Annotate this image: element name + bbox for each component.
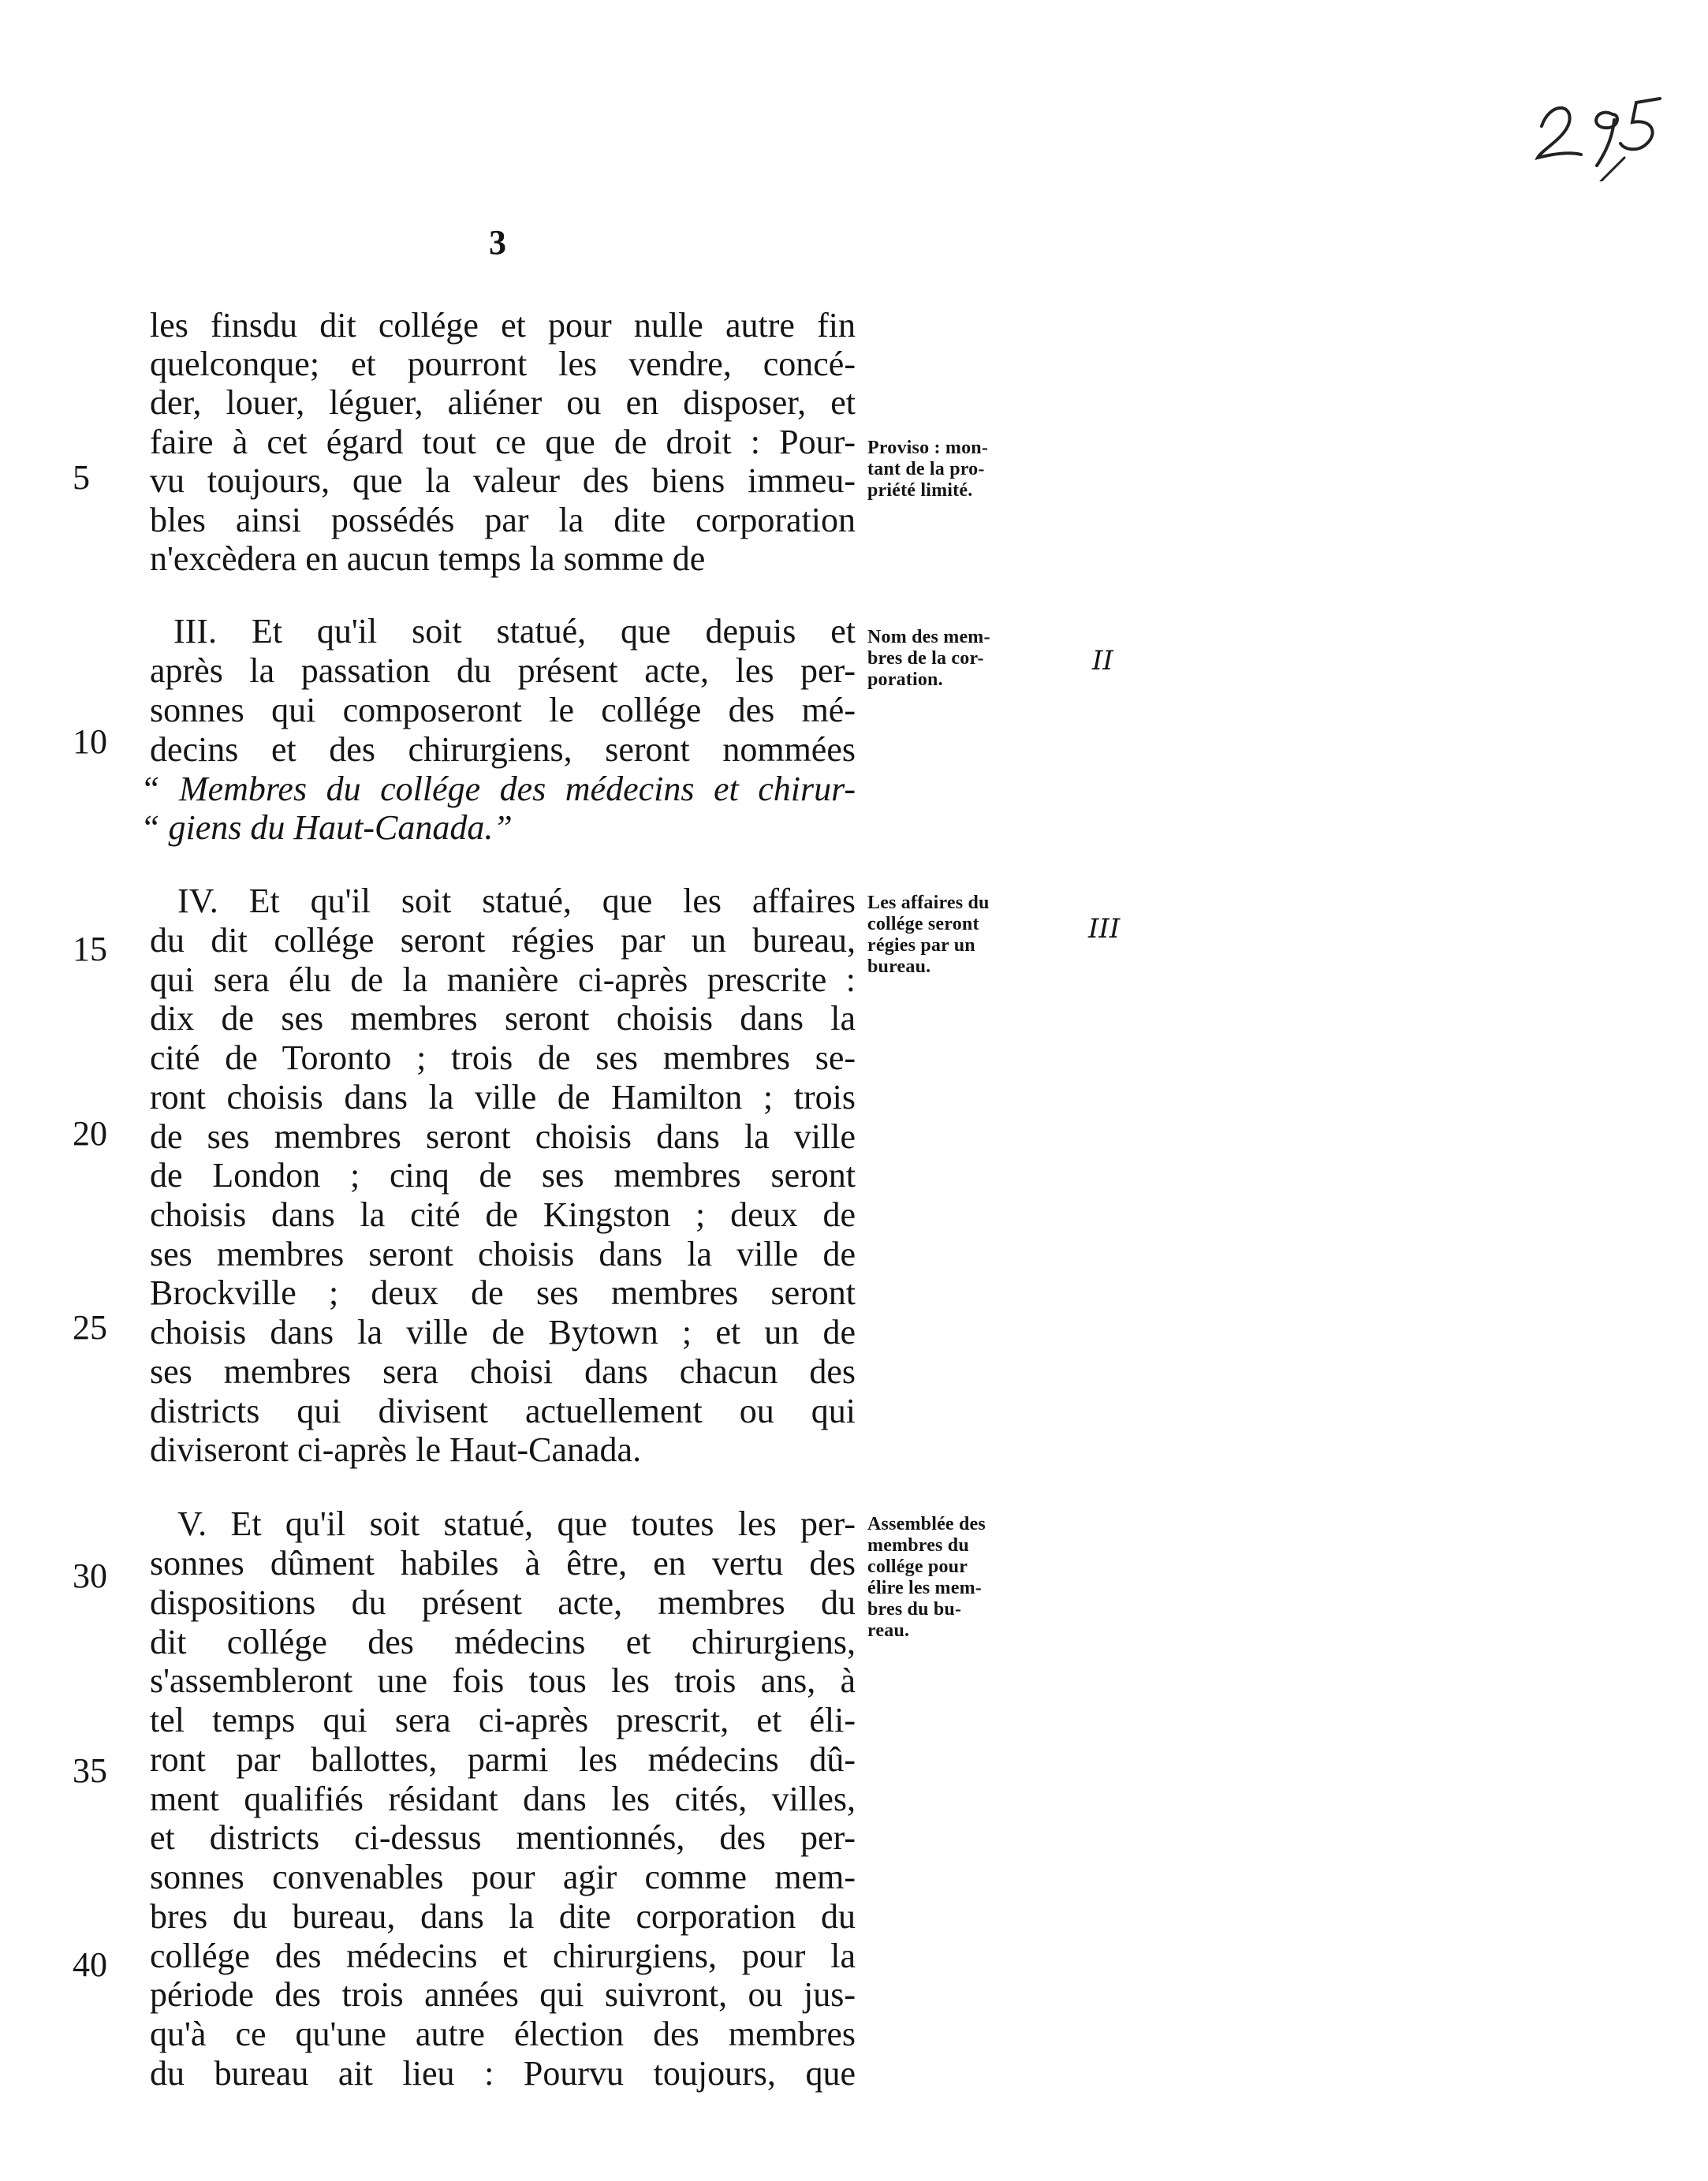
body-line: dispositions du présent acte, membres du <box>150 1583 856 1622</box>
body-line: cité de Toronto ; trois de ses membres se- <box>150 1038 856 1077</box>
line-number: 20 <box>73 1114 107 1153</box>
line-number: 25 <box>73 1308 107 1347</box>
body-line: ses membres seront choisis dans la ville de <box>150 1235 856 1273</box>
body-line: période des trois années qui suivront, ou jus- <box>150 1975 856 2014</box>
body-line: et districts ci-dessus mentionnés, des per- <box>150 1818 856 1857</box>
roman-mark: III <box>1088 913 1121 945</box>
body-line: ront choisis dans la ville de Hamilton ; trois <box>150 1078 856 1117</box>
body-line: sonnes convenables pour agir comme mem- <box>150 1858 856 1896</box>
body-line: après la passation du présent acte, les per- <box>150 651 856 690</box>
body-line: choisis dans la ville de Bytown ; et un de <box>150 1313 856 1351</box>
body-line: qu'à ce qu'une autre élection des membres <box>150 2015 856 2053</box>
body-line: sonnes dûment habiles à être, en vertu des <box>150 1544 856 1583</box>
body-line: du bureau ait lieu : Pourvu toujours, que <box>150 2054 856 2093</box>
line-number: 15 <box>73 930 107 968</box>
margin-note-proviso: Proviso : mon- tant de la pro- priété limité. <box>867 438 989 501</box>
body-line: du dit collége seront régies par un bureau, <box>150 921 856 960</box>
body-line: quelconque; et pourront les vendre, concé- <box>150 345 856 383</box>
body-line: der, louer, léguer, aliéner ou en disposer, et <box>150 383 856 422</box>
line-number: 5 <box>73 458 90 497</box>
body-line: “ giens du Haut-Canada.” <box>140 808 513 847</box>
body-line: dit collége des médecins et chirurgiens, <box>150 1623 856 1661</box>
page-number: 3 <box>489 223 506 262</box>
margin-note-assemblee: Assemblée des membres du collége pour élire les mem- bres du bu- reau. <box>867 1514 986 1641</box>
line-number: 30 <box>73 1557 107 1595</box>
body-line: IV. Et qu'il soit statué, que les affaires <box>177 882 856 920</box>
margin-note-membres: Nom des mem- bres de la cor- poration. <box>867 627 990 690</box>
roman-mark: II <box>1092 645 1113 677</box>
margin-note-affaires: Les affaires du collége seront régies par un bureau. <box>867 893 990 977</box>
body-line: s'assembleront une fois tous les trois ans, à <box>150 1661 856 1700</box>
line-number: 10 <box>73 722 107 761</box>
body-line: bles ainsi possédés par la dite corporation <box>150 501 856 539</box>
body-line: collége des médecins et chirurgiens, pour la <box>150 1937 856 1975</box>
body-line: ment qualifiés résidant dans les cités, villes, <box>150 1780 856 1818</box>
body-line: qui sera élu de la manière ci-après prescrite : <box>150 960 856 999</box>
body-line: tel temps qui sera ci-après prescrit, et éli- <box>150 1701 856 1739</box>
body-line: de London ; cinq de ses membres seront <box>150 1156 856 1195</box>
body-line: dix de ses membres seront choisis dans la <box>150 999 856 1038</box>
body-line: de ses membres seront choisis dans la ville <box>150 1117 856 1156</box>
body-line: les finsdu dit collége et pour nulle autre fin <box>150 306 856 345</box>
handwritten-folio-number <box>1526 79 1668 181</box>
body-line: Brockville ; deux de ses membres seront <box>150 1273 856 1312</box>
body-line: ses membres sera choisi dans chacun des <box>150 1352 856 1391</box>
body-line: diviseront ci-après le Haut-Canada. <box>150 1430 642 1469</box>
body-line: faire à cet égard tout ce que de droit : Pour- <box>150 423 856 461</box>
line-number: 40 <box>73 1945 107 1984</box>
body-line: sonnes qui composeront le collége des mé- <box>150 691 856 729</box>
body-line: bres du bureau, dans la dite corporation du <box>150 1897 856 1936</box>
line-number: 35 <box>73 1751 107 1790</box>
body-line: vu toujours, que la valeur des biens immeu- <box>150 461 856 500</box>
body-line: decins et des chirurgiens, seront nommées <box>150 730 856 769</box>
body-line: V. Et qu'il soit statué, que toutes les per- <box>177 1504 856 1543</box>
body-line: n'excèdera en aucun temps la somme de <box>150 539 706 578</box>
body-line: districts qui divisent actuellement ou qui <box>150 1392 856 1430</box>
body-line: III. Et qu'il soit statué, que depuis et <box>173 612 856 651</box>
body-line: ront par ballottes, parmi les médecins dû- <box>150 1740 856 1779</box>
body-line: “ Membres du collége des médecins et chirur- <box>140 770 856 808</box>
body-line: choisis dans la cité de Kingston ; deux de <box>150 1195 856 1234</box>
